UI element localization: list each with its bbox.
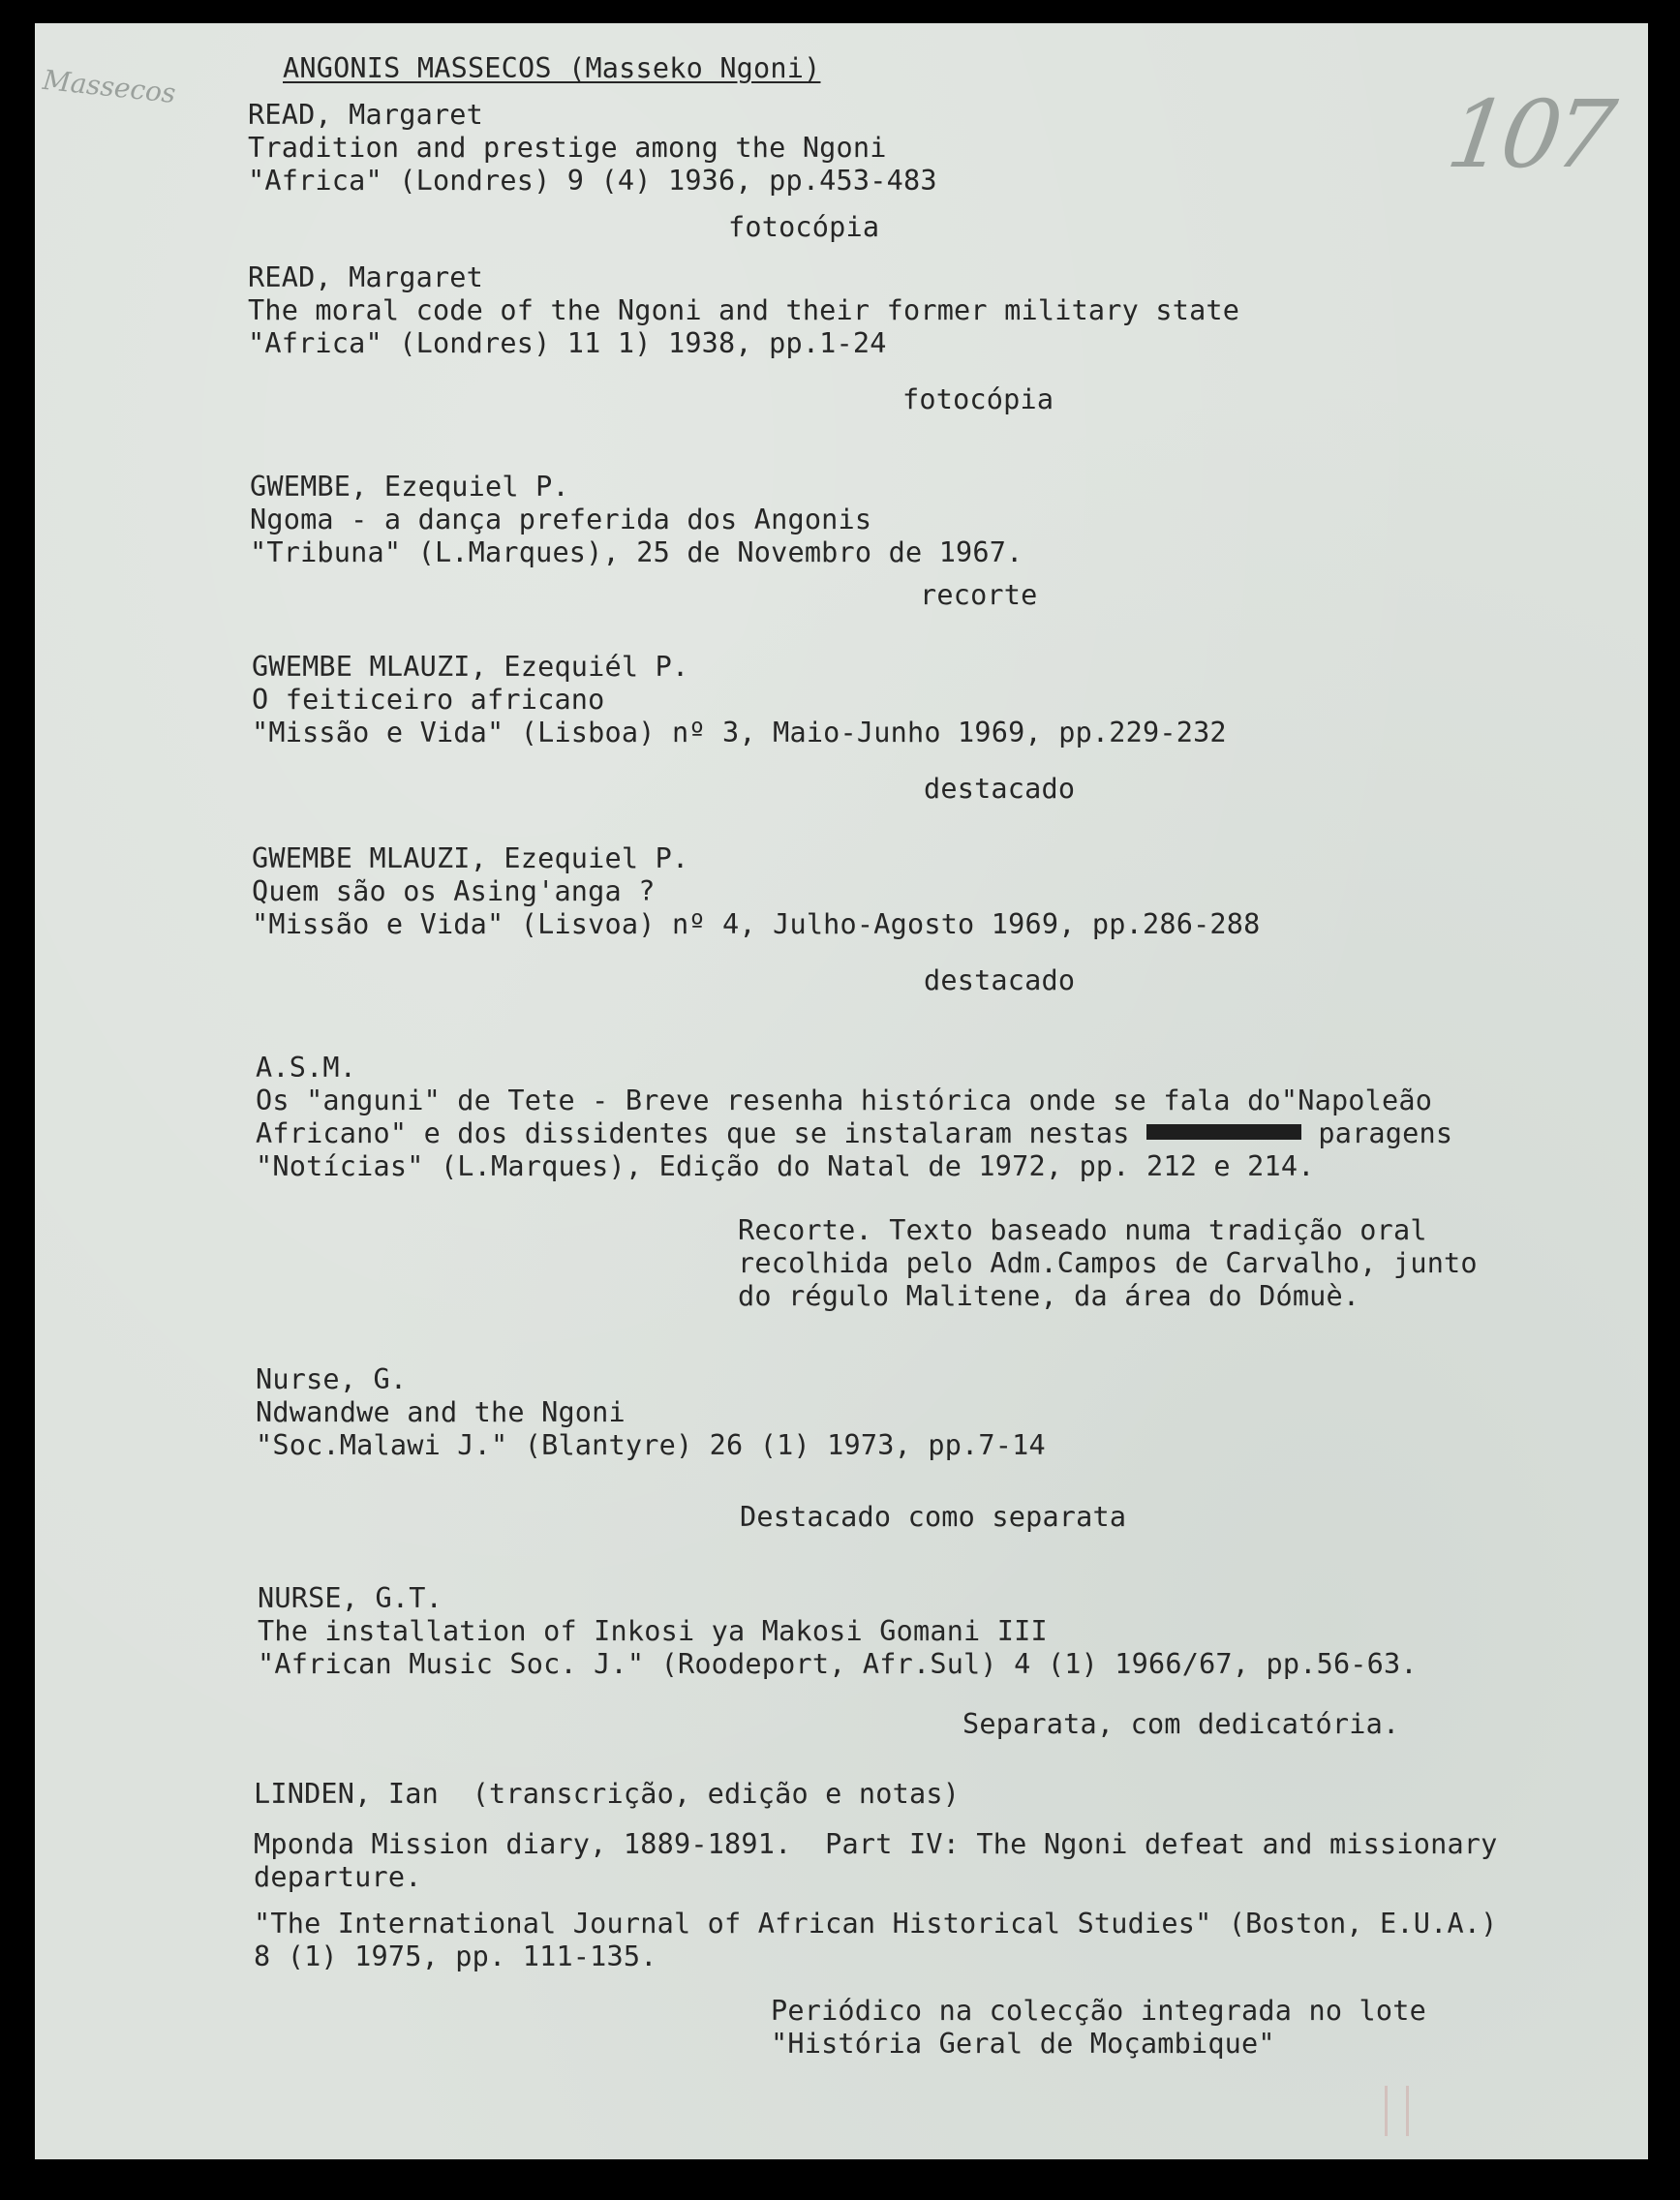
entry-5-author: GWEMBE MLAUZI, Ezequiel P. xyxy=(252,842,689,874)
entry-9-source-2: 8 (1) 1975, pp. 111-135. xyxy=(254,1940,657,1972)
entry-2-note: fotocópia xyxy=(902,383,1054,415)
entry-1-note: fotocópia xyxy=(728,211,880,243)
entry-3-note: recorte xyxy=(920,579,1038,611)
stray-marks xyxy=(1385,2086,1414,2144)
entry-5-source: "Missão e Vida" (Lisvoa) nº 4, Julho-Agosto 1969, pp.286-288 xyxy=(252,908,1261,940)
entry-9-source-1: "The International Journal of African Historical Studies" (Boston, E.U.A.) xyxy=(254,1908,1498,1940)
entry-5-note: destacado xyxy=(924,964,1076,996)
entry-7-author: Nurse, G. xyxy=(256,1363,408,1395)
entry-6-title-1: Os "anguni" de Tete - Breve resenha histórica onde se fala do"Napoleão xyxy=(256,1085,1433,1116)
entry-6-title-2-text: Africano" e dos dissidentes que se instalaram nestas xyxy=(256,1117,1130,1149)
entry-6-title-2 xyxy=(256,1117,1452,1150)
handwritten-margin-note: Massecos xyxy=(41,63,177,110)
entry-9-title-1: Mponda Mission diary, 1889-1891. Part IV: The Ngoni defeat and missionary xyxy=(254,1828,1498,1860)
redaction-bar xyxy=(1146,1124,1301,1140)
entry-9-note-1: Periódico na colecção integrada no lote xyxy=(771,1995,1426,2027)
document-heading: ANGONIS MASSECOS (Masseko Ngoni) xyxy=(283,52,821,84)
entry-7-title: Ndwandwe and the Ngoni xyxy=(256,1396,626,1428)
entry-4-source: "Missão e Vida" (Lisboa) nº 3, Maio-Junho 1969, pp.229-232 xyxy=(252,717,1227,749)
entry-6-note-1: Recorte. Texto baseado numa tradição oral xyxy=(738,1214,1427,1246)
entry-4-note: destacado xyxy=(924,773,1076,805)
entry-8-title: The installation of Inkosi ya Makosi Gomani III xyxy=(258,1615,1048,1647)
entry-7-note: Destacado como separata xyxy=(740,1501,1127,1533)
entry-3-title: Ngoma - a dança preferida dos Angonis xyxy=(250,504,872,535)
entry-3-source: "Tribuna" (L.Marques), 25 de Novembro de 1967. xyxy=(250,536,1023,568)
entry-8-note: Separata, com dedicatória. xyxy=(962,1708,1400,1740)
entry-7-source: "Soc.Malawi J." (Blantyre) 26 (1) 1973, pp.7-14 xyxy=(256,1429,1046,1461)
entry-8-author: NURSE, G.T. xyxy=(258,1582,443,1614)
entry-2-title: The moral code of the Ngoni and their former military state xyxy=(248,294,1240,326)
entry-4-title: O feiticeiro africano xyxy=(252,684,605,716)
entry-1-author: READ, Margaret xyxy=(248,99,484,131)
entry-6-author: A.S.M. xyxy=(256,1052,357,1084)
entry-4-author: GWEMBE MLAUZI, Ezequiél P. xyxy=(252,651,689,683)
entry-6-source: "Notícias" (L.Marques), Edição do Natal de 1972, pp. 212 e 214. xyxy=(256,1150,1315,1182)
document-page xyxy=(35,23,1648,2159)
entry-8-source: "African Music Soc. J." (Roodeport, Afr.Sul) 4 (1) 1966/67, pp.56-63. xyxy=(258,1648,1418,1680)
entry-6-title-2-end: paragens xyxy=(1318,1117,1453,1149)
entry-6-note-3: do régulo Malitene, da área do Dómuè. xyxy=(738,1280,1360,1312)
entry-1-title: Tradition and prestige among the Ngoni xyxy=(248,132,887,164)
entry-9-author: LINDEN, Ian (transcrição, edição e notas) xyxy=(254,1778,961,1810)
entry-1-source: "Africa" (Londres) 9 (4) 1936, pp.453-483 xyxy=(248,165,937,197)
entry-6-note-2: recolhida pelo Adm.Campos de Carvalho, junto xyxy=(738,1247,1478,1279)
handwritten-page-number: 107 xyxy=(1441,80,1617,189)
entry-9-title-2: departure. xyxy=(254,1861,422,1893)
entry-2-author: READ, Margaret xyxy=(248,261,484,293)
entry-9-note-2: "História Geral de Moçambique" xyxy=(771,2028,1275,2060)
entry-3-author: GWEMBE, Ezequiel P. xyxy=(250,471,569,503)
entry-2-source: "Africa" (Londres) 11 1) 1938, pp.1-24 xyxy=(248,327,887,359)
entry-5-title: Quem são os Asing'anga ? xyxy=(252,875,656,907)
